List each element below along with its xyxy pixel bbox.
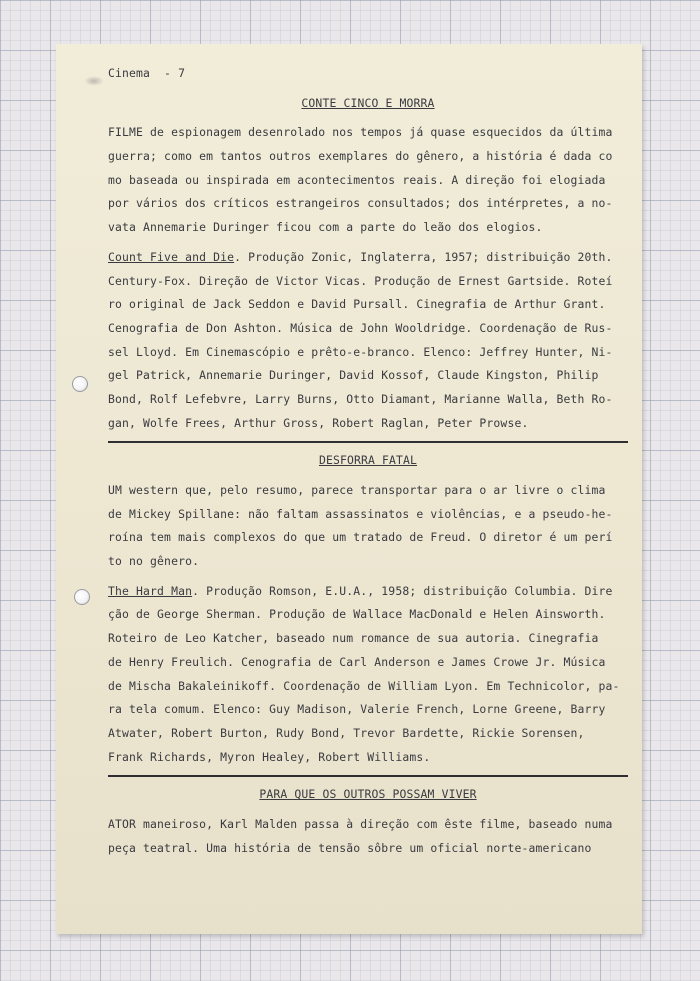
credits-paragraph: The Hard Man. Produção Romson, E.U.A., 1958; distribuição Columbia. Dire ção de George Sherman. Produção de Wallace MacDonald e Helen Ainsworth. Roteiro de Leo Katcher, baseado num romance de sua autoria. Cinegrafia de Henry Freulich. Cenografia de Carl Anderson e James Crowe Jr. Música de Mischa Bakaleinikoff. Coordenação de William Lyon. Em Technicolor, pa- ra tela comum. Elenco: Guy Madison, Valerie French, Lorne Greene, Barry Atwater, Robert Burton, Rudy Bond, Trevor Bardette, Rickie Sorensen, Frank Richards, Myron Healey, Robert Williams. bbox=[108, 583, 620, 764]
review-paragraph: FILME de espionagem desenrolado nos tempos já quase esquecidos da última guerra; como em tantos outros exemplares do gênero, a história é dada co mo baseada ou inspirada em acontecimentos reais. A direção foi elogiada por vários dos críticos estrangeiros consultados; dos intérpretes, a no- vata Annemarie Duringer ficou com a parte do leão dos elogios. bbox=[108, 125, 613, 235]
original-title: Count Five and Die bbox=[108, 249, 235, 264]
ink-smudge bbox=[84, 76, 104, 86]
section-divider bbox=[108, 441, 628, 443]
credits-paragraph: Count Five and Die. Produção Zonic, Inglaterra, 1957; distribuição 20th. Century-Fox. Direção de Victor Vicas. Produção de Ernest Gartside. Roteí ro original de Jack Seddon e David Pursall. Cinegrafia de Arthur Grant. Cenografia de Don Ashton. Música de John Wooldridge. Coordenação de Rus- sel Lloyd. Em Cinemascópio e prêto-e-branco. Elenco: Jeffrey Hunter, Ni- gel Patrick, Annemarie Duringer, David Kossof, Claude Kingston, Philip Bond, Rolf Lefebvre, Larry Burns, Otto Diamant, Marianne Walla, Beth Ro- gan, Wolfe Frees, Arthur Gross, Robert Raglan, Peter Prowse. bbox=[108, 249, 613, 430]
section-title: PARA QUE OS OUTROS POSSAM VIVER bbox=[259, 787, 477, 802]
section-title: CONTE CINCO E MORRA bbox=[301, 95, 435, 110]
punch-hole bbox=[72, 376, 88, 392]
typewritten-text bbox=[108, 62, 628, 866]
section-title: DESFORRA FATAL bbox=[318, 453, 418, 468]
section-divider bbox=[108, 775, 628, 777]
review-paragraph: UM western que, pelo resumo, parece transportar para o ar livre o clima de Mickey Spillane: não faltam assassinatos e violências, e a pseudo-he- roína tem mais complexos do que um tratado de Freud. O diretor é um perí to no gênero. bbox=[108, 483, 613, 569]
review-paragraph: ATOR maneiroso, Karl Malden passa à direção com êste filme, baseado numa peça teatral. Uma história de tensão sôbre um oficial norte-americano bbox=[108, 816, 613, 855]
document-page bbox=[56, 44, 642, 934]
punch-hole bbox=[74, 589, 90, 605]
page-header: Cinema - 7 bbox=[108, 66, 186, 80]
original-title: The Hard Man bbox=[108, 583, 193, 598]
